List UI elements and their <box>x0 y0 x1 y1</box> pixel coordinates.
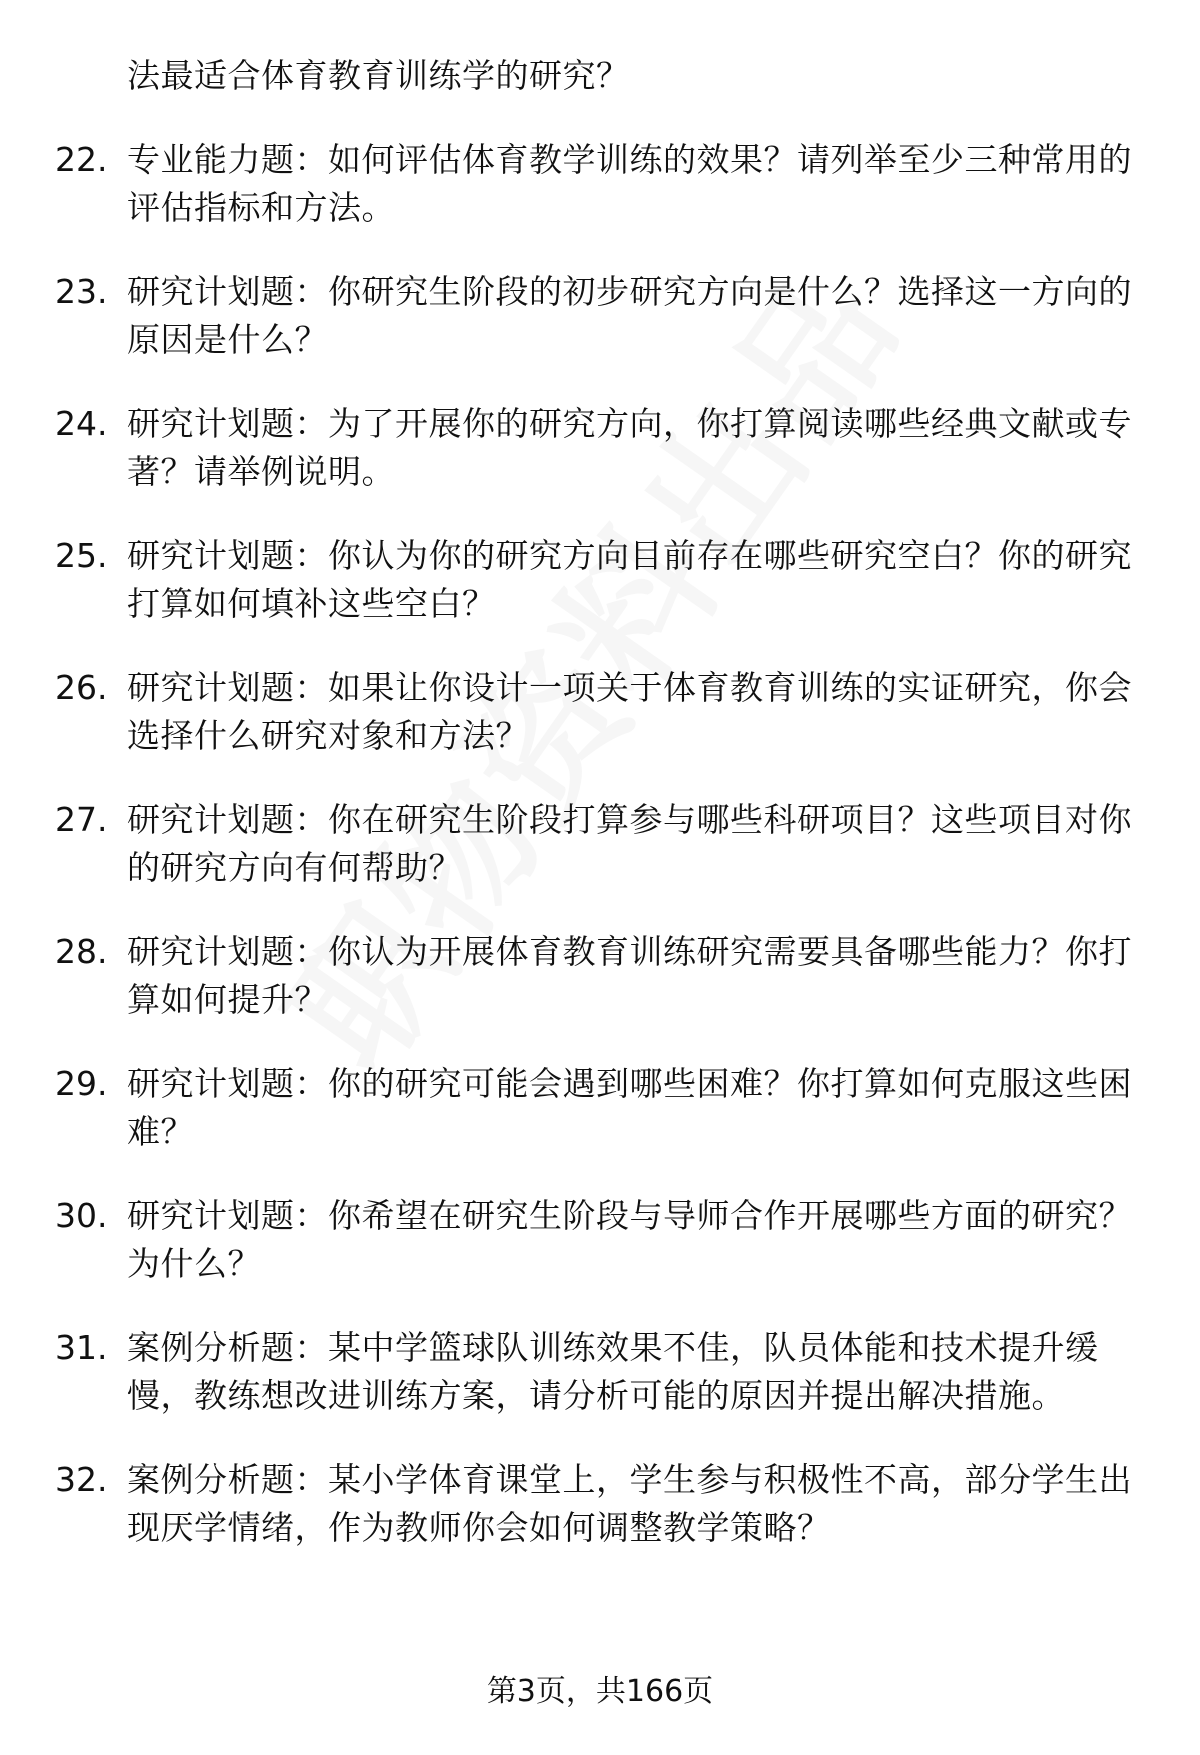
question-text: 研究计划题：你认为开展体育教育训练研究需要具备哪些能力？你打算如何提升？ <box>127 932 1132 1019</box>
question-number: 25. <box>55 536 108 575</box>
question-text: 研究计划题：你希望在研究生阶段与导师合作开展哪些方面的研究？为什么？ <box>127 1196 1132 1283</box>
question-number: 28. <box>55 932 108 971</box>
question-item <box>55 532 1135 628</box>
continuation-text: 法最适合体育教育训练学的研究？ <box>127 56 630 95</box>
question-item <box>55 1456 1135 1552</box>
question-text: 研究计划题：你在研究生阶段打算参与哪些科研项目？这些项目对你的研究方向有何帮助？ <box>127 800 1132 887</box>
page-footer: 第3页，共166页 <box>486 1674 714 1709</box>
question-item <box>55 664 1135 760</box>
question-number: 32. <box>55 1460 108 1499</box>
question-number: 29. <box>55 1064 108 1103</box>
question-list <box>55 136 1135 1552</box>
question-text: 研究计划题：你的研究可能会遇到哪些困难？你打算如何克服这些困难？ <box>127 1064 1132 1151</box>
question-text: 专业能力题：如何评估体育教学训练的效果？请列举至少三种常用的评估指标和方法。 <box>127 140 1132 227</box>
question-number: 30. <box>55 1196 108 1235</box>
question-number: 26. <box>55 668 108 707</box>
question-text: 案例分析题：某小学体育课堂上，学生参与积极性不高，部分学生出现厌学情绪，作为教师你会如何调整教学策略？ <box>127 1460 1132 1547</box>
question-number: 22. <box>55 140 108 179</box>
question-number: 23. <box>55 272 108 311</box>
question-item <box>55 1324 1135 1420</box>
question-text: 研究计划题：你研究生阶段的初步研究方向是什么？选择这一方向的原因是什么？ <box>127 272 1132 359</box>
question-number: 31. <box>55 1328 108 1367</box>
question-item <box>55 268 1135 364</box>
question-text: 研究计划题：为了开展你的研究方向，你打算阅读哪些经典文献或专著？请举例说明。 <box>127 404 1132 491</box>
question-item <box>55 400 1135 496</box>
question-item <box>55 928 1135 1024</box>
question-item <box>55 796 1135 892</box>
question-item <box>55 136 1135 232</box>
question-content <box>55 52 1135 1552</box>
question-item <box>55 1060 1135 1156</box>
question-number: 27. <box>55 800 108 839</box>
question-number: 24. <box>55 404 108 443</box>
question-item <box>55 1192 1135 1288</box>
question-text: 研究计划题：你认为你的研究方向目前存在哪些研究空白？你的研究打算如何填补这些空白？ <box>127 536 1132 623</box>
question-text: 案例分析题：某中学篮球队训练效果不佳，队员体能和技术提升缓慢，教练想改进训练方案，请分析可能的原因并提出解决措施。 <box>127 1328 1099 1415</box>
question-text: 研究计划题：如果让你设计一项关于体育教育训练的实证研究，你会选择什么研究对象和方法？ <box>127 668 1132 755</box>
